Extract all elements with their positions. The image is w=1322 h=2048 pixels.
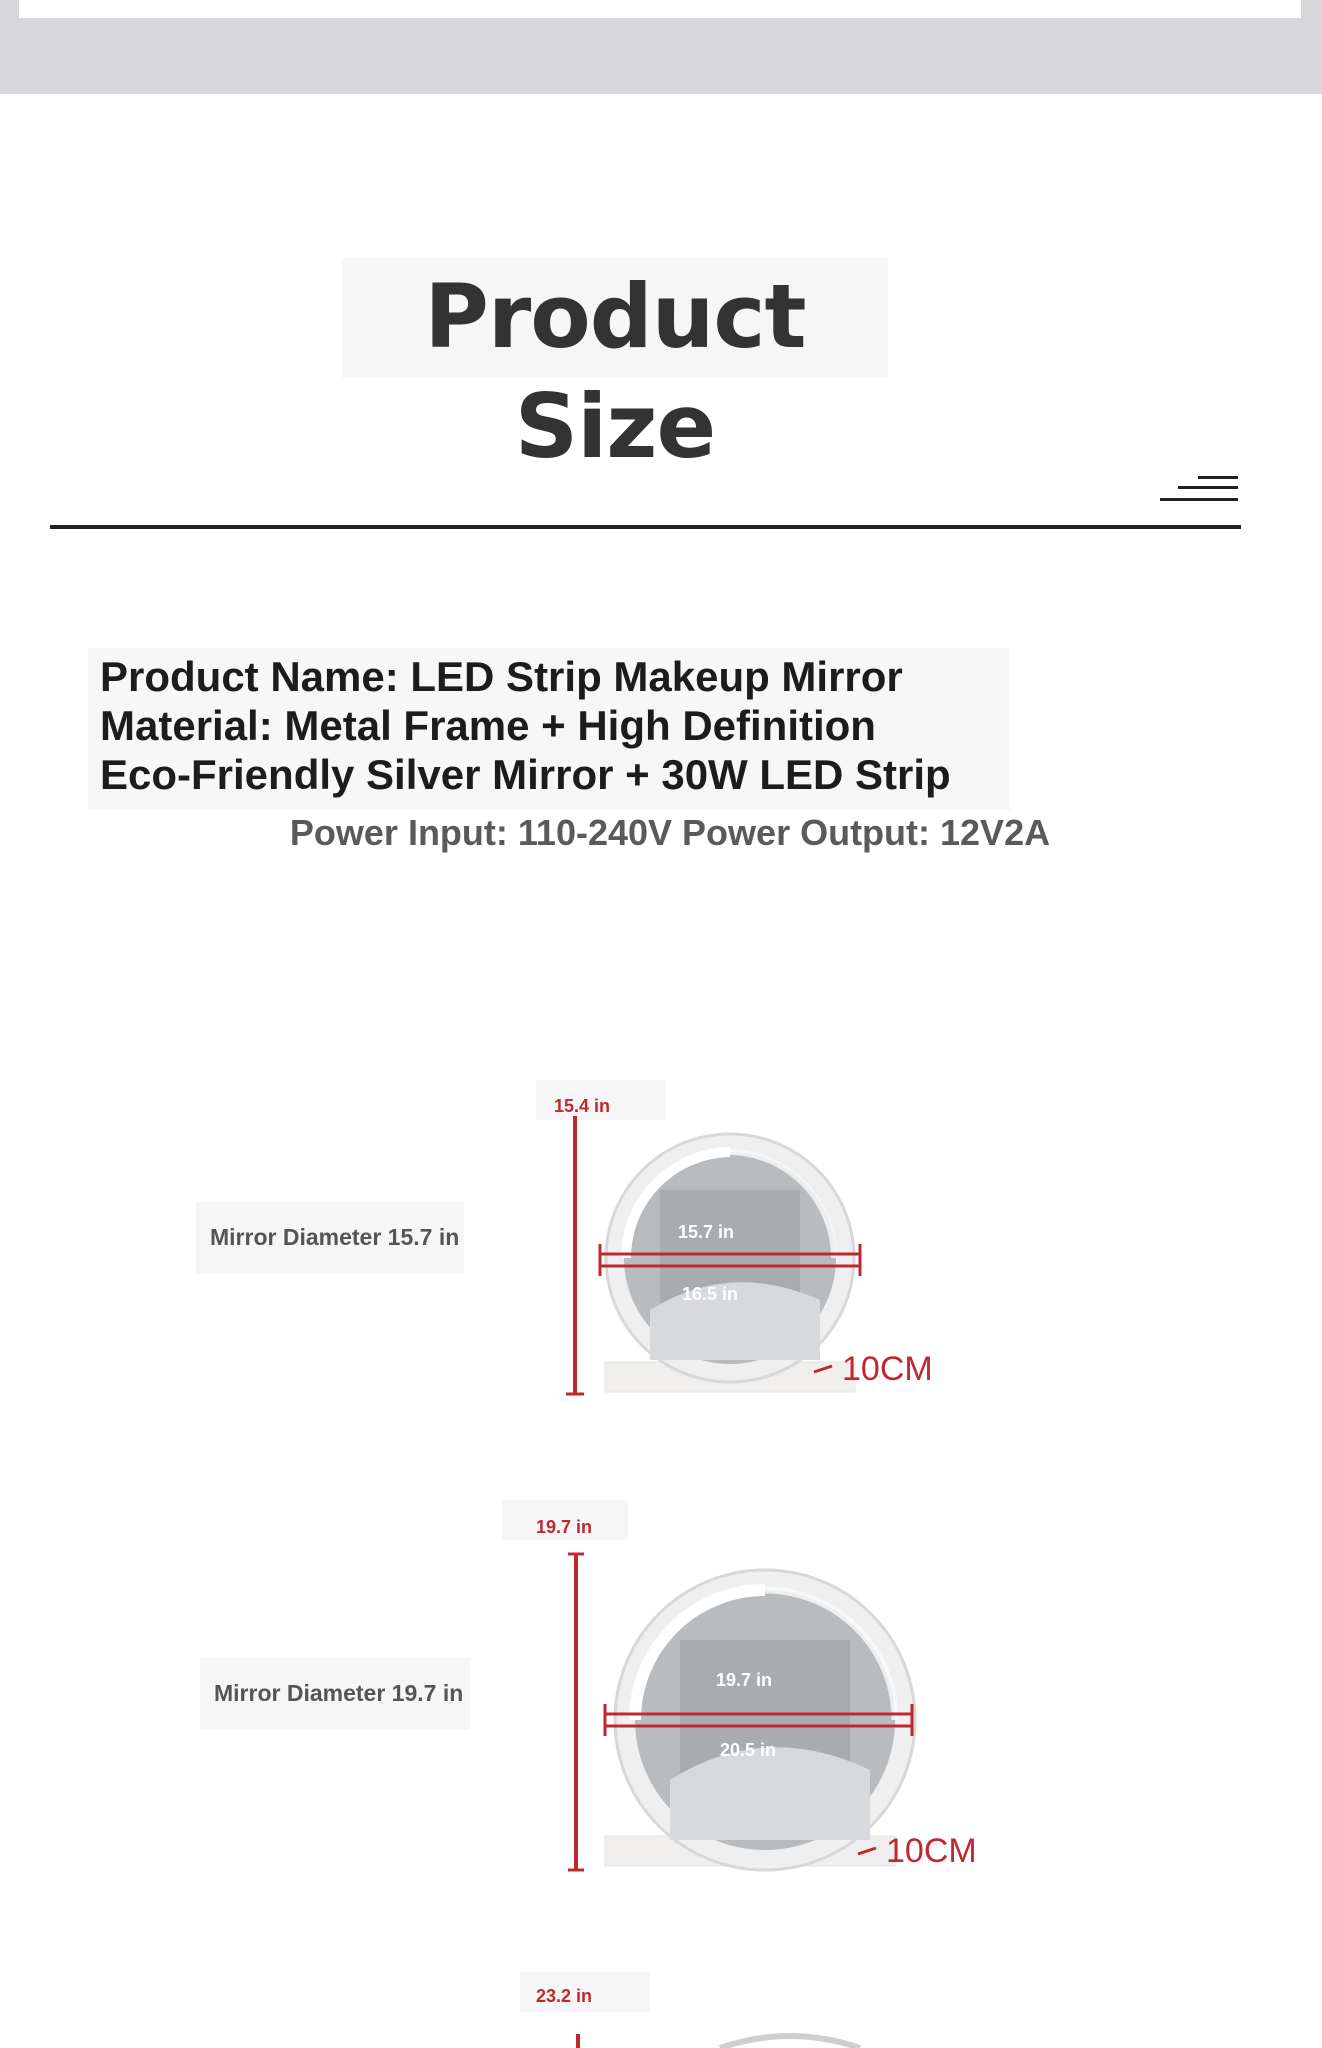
mirror-diameter-label-1: Mirror Diameter 15.7 in — [210, 1224, 460, 1250]
width-label-1: 15.7 in — [678, 1222, 735, 1242]
width-label-2: 19.7 in — [716, 1670, 773, 1690]
height-label-1: 15.4 in — [554, 1096, 611, 1116]
spec-material: Material: Metal Frame + High Definition — [100, 702, 876, 749]
base-label-1: 16.5 in — [682, 1284, 739, 1304]
page-title: Product Size — [424, 265, 806, 478]
base-label-2: 20.5 in — [720, 1740, 777, 1760]
menu-lines-icon — [1160, 474, 1238, 504]
mirror-diagram-2 — [500, 1500, 1000, 1890]
mirror-diagram-1 — [530, 1080, 970, 1420]
spec-product-name: Product Name: LED Strip Makeup Mirror — [100, 653, 903, 700]
mirror-diagram-3 — [520, 1972, 920, 2048]
spec-power: Power Input: 110-240V Power Output: 12V2A — [289, 812, 1051, 853]
spec-material-cont: Eco-Friendly Silver Mirror + 30W LED Strip — [100, 751, 951, 798]
height-label-3: 23.2 in — [536, 1986, 593, 2006]
mirror-diameter-label-2: Mirror Diameter 19.7 in — [214, 1680, 464, 1706]
depth-label-2: 10CM — [886, 1832, 977, 1870]
top-card — [19, 0, 1301, 18]
divider-line — [50, 525, 1241, 529]
height-label-2: 19.7 in — [536, 1517, 593, 1537]
depth-label-1: 10CM — [842, 1350, 933, 1388]
